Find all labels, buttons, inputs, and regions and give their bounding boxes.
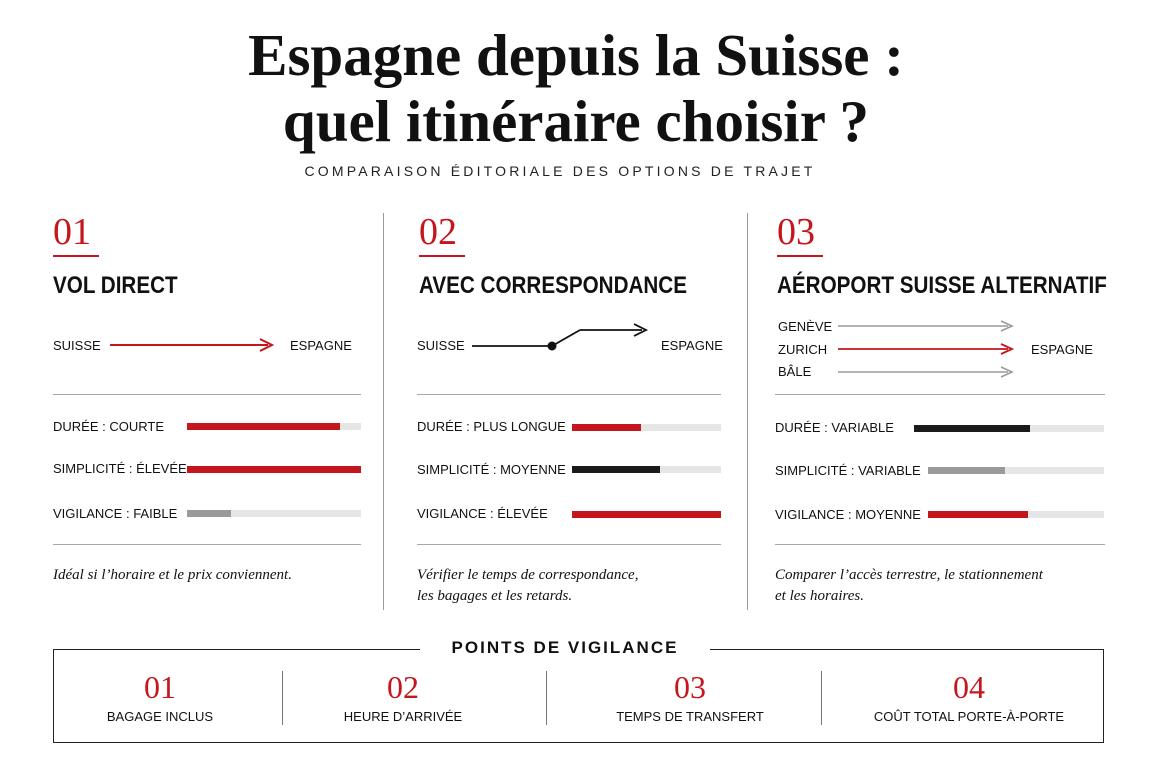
metric-label-simplicite: SIMPLICITÉ : MOYENNE — [417, 462, 566, 477]
section-divider — [53, 544, 361, 545]
metric-label-duree: DURÉE : COURTE — [53, 419, 164, 434]
metric-bar-vigilance — [187, 510, 361, 517]
route-origin-geneve: GENÈVE — [778, 319, 833, 334]
page-title — [0, 22, 1152, 154]
connection-route-arrow — [470, 320, 654, 354]
metric-bar-fill — [187, 423, 340, 430]
section-divider — [775, 544, 1105, 545]
metric-bar-fill — [914, 425, 1030, 432]
column-divider-1 — [383, 213, 384, 610]
vigilance-item-number: 03 — [674, 669, 706, 705]
metric-bar-fill — [928, 511, 1028, 518]
column-divider-2 — [747, 213, 748, 610]
vigilance-item-label: HEURE D’ARRIVÉE — [343, 709, 463, 724]
vigilance-item-label: BAGAGE INCLUS — [106, 709, 214, 724]
metric-bar-fill — [572, 511, 721, 518]
number-underline — [53, 255, 99, 257]
route-origin: SUISSE — [53, 338, 101, 353]
route-destination: ESPAGNE — [661, 338, 723, 353]
metric-bar-fill — [187, 510, 231, 517]
note-line-2: les bagages et les retards. — [417, 588, 573, 604]
metric-bar-simplicite — [572, 466, 721, 473]
metric-label-simplicite: SIMPLICITÉ : VARIABLE — [775, 463, 921, 478]
vigilance-item-number: 04 — [953, 669, 985, 705]
metric-bar-vigilance — [928, 511, 1104, 518]
alternative-route-arrows — [836, 316, 1020, 382]
section-divider — [53, 394, 361, 395]
title-line-2: quel itinéraire choisir ? — [282, 88, 870, 154]
note-line-2: et les horaires. — [775, 588, 865, 604]
number-underline — [419, 255, 465, 257]
title-line-1: Espagne depuis la Suisse : — [248, 22, 904, 88]
direct-route-arrow — [108, 336, 280, 354]
option-title: AÉROPORT SUISSE ALTERNATIF — [777, 272, 1107, 299]
metric-label-vigilance: VIGILANCE : ÉLEVÉE — [417, 506, 548, 521]
metric-label-simplicite: SIMPLICITÉ : ÉLEVÉE — [53, 461, 187, 476]
metric-bar-fill — [572, 466, 660, 473]
vigilance-divider — [821, 671, 822, 725]
vigilance-divider — [282, 671, 283, 725]
option-note — [775, 565, 1115, 607]
section-divider — [417, 544, 721, 545]
metric-bar-simplicite — [928, 467, 1104, 474]
option-note — [53, 565, 373, 586]
vigilance-divider — [546, 671, 547, 725]
page-subtitle: COMPARAISON ÉDITORIALE DES OPTIONS DE TRAJET — [304, 163, 816, 179]
route-origin-zurich: ZURICH — [778, 342, 828, 357]
route-origin: SUISSE — [417, 338, 465, 353]
section-divider — [417, 394, 721, 395]
option-number: 03 — [777, 211, 815, 253]
vigilance-item-label: TEMPS DE TRANSFERT — [616, 709, 764, 724]
vigilance-title: POINTS DE VIGILANCE — [451, 638, 679, 657]
metric-bar-vigilance — [572, 511, 721, 518]
vigilance-item-number: 01 — [144, 669, 176, 705]
option-note — [417, 565, 737, 607]
option-title: AVEC CORRESPONDANCE — [419, 272, 687, 299]
metric-label-vigilance: VIGILANCE : FAIBLE — [53, 506, 178, 521]
route-destination: ESPAGNE — [1031, 342, 1093, 357]
section-divider — [775, 394, 1105, 395]
metric-bar-fill — [928, 467, 1005, 474]
metric-bar-simplicite — [187, 466, 361, 473]
metric-bar-duree — [572, 424, 721, 431]
option-number: 02 — [419, 211, 457, 253]
metric-bar-duree — [187, 423, 361, 430]
note-line-1: Comparer l’accès terrestre, le stationnement — [775, 567, 1043, 583]
metric-label-vigilance: VIGILANCE : MOYENNE — [775, 507, 921, 522]
option-number: 01 — [53, 211, 91, 253]
vigilance-item-number: 02 — [387, 669, 419, 705]
note-line-1: Vérifier le temps de correspondance, — [417, 567, 639, 583]
route-origin-bale: BÂLE — [778, 364, 812, 379]
note-line-1: Idéal si l’horaire et le prix conviennent. — [53, 567, 292, 583]
metric-bar-fill — [572, 424, 641, 431]
metric-label-duree: DURÉE : VARIABLE — [775, 420, 894, 435]
vigilance-item-label: COÛT TOTAL PORTE-À-PORTE — [873, 709, 1065, 724]
metric-label-duree: DURÉE : PLUS LONGUE — [417, 419, 566, 434]
route-destination: ESPAGNE — [290, 338, 352, 353]
metric-bar-fill — [187, 466, 361, 473]
option-title: VOL DIRECT — [53, 272, 178, 299]
metric-bar-duree — [914, 425, 1104, 432]
number-underline — [777, 255, 823, 257]
